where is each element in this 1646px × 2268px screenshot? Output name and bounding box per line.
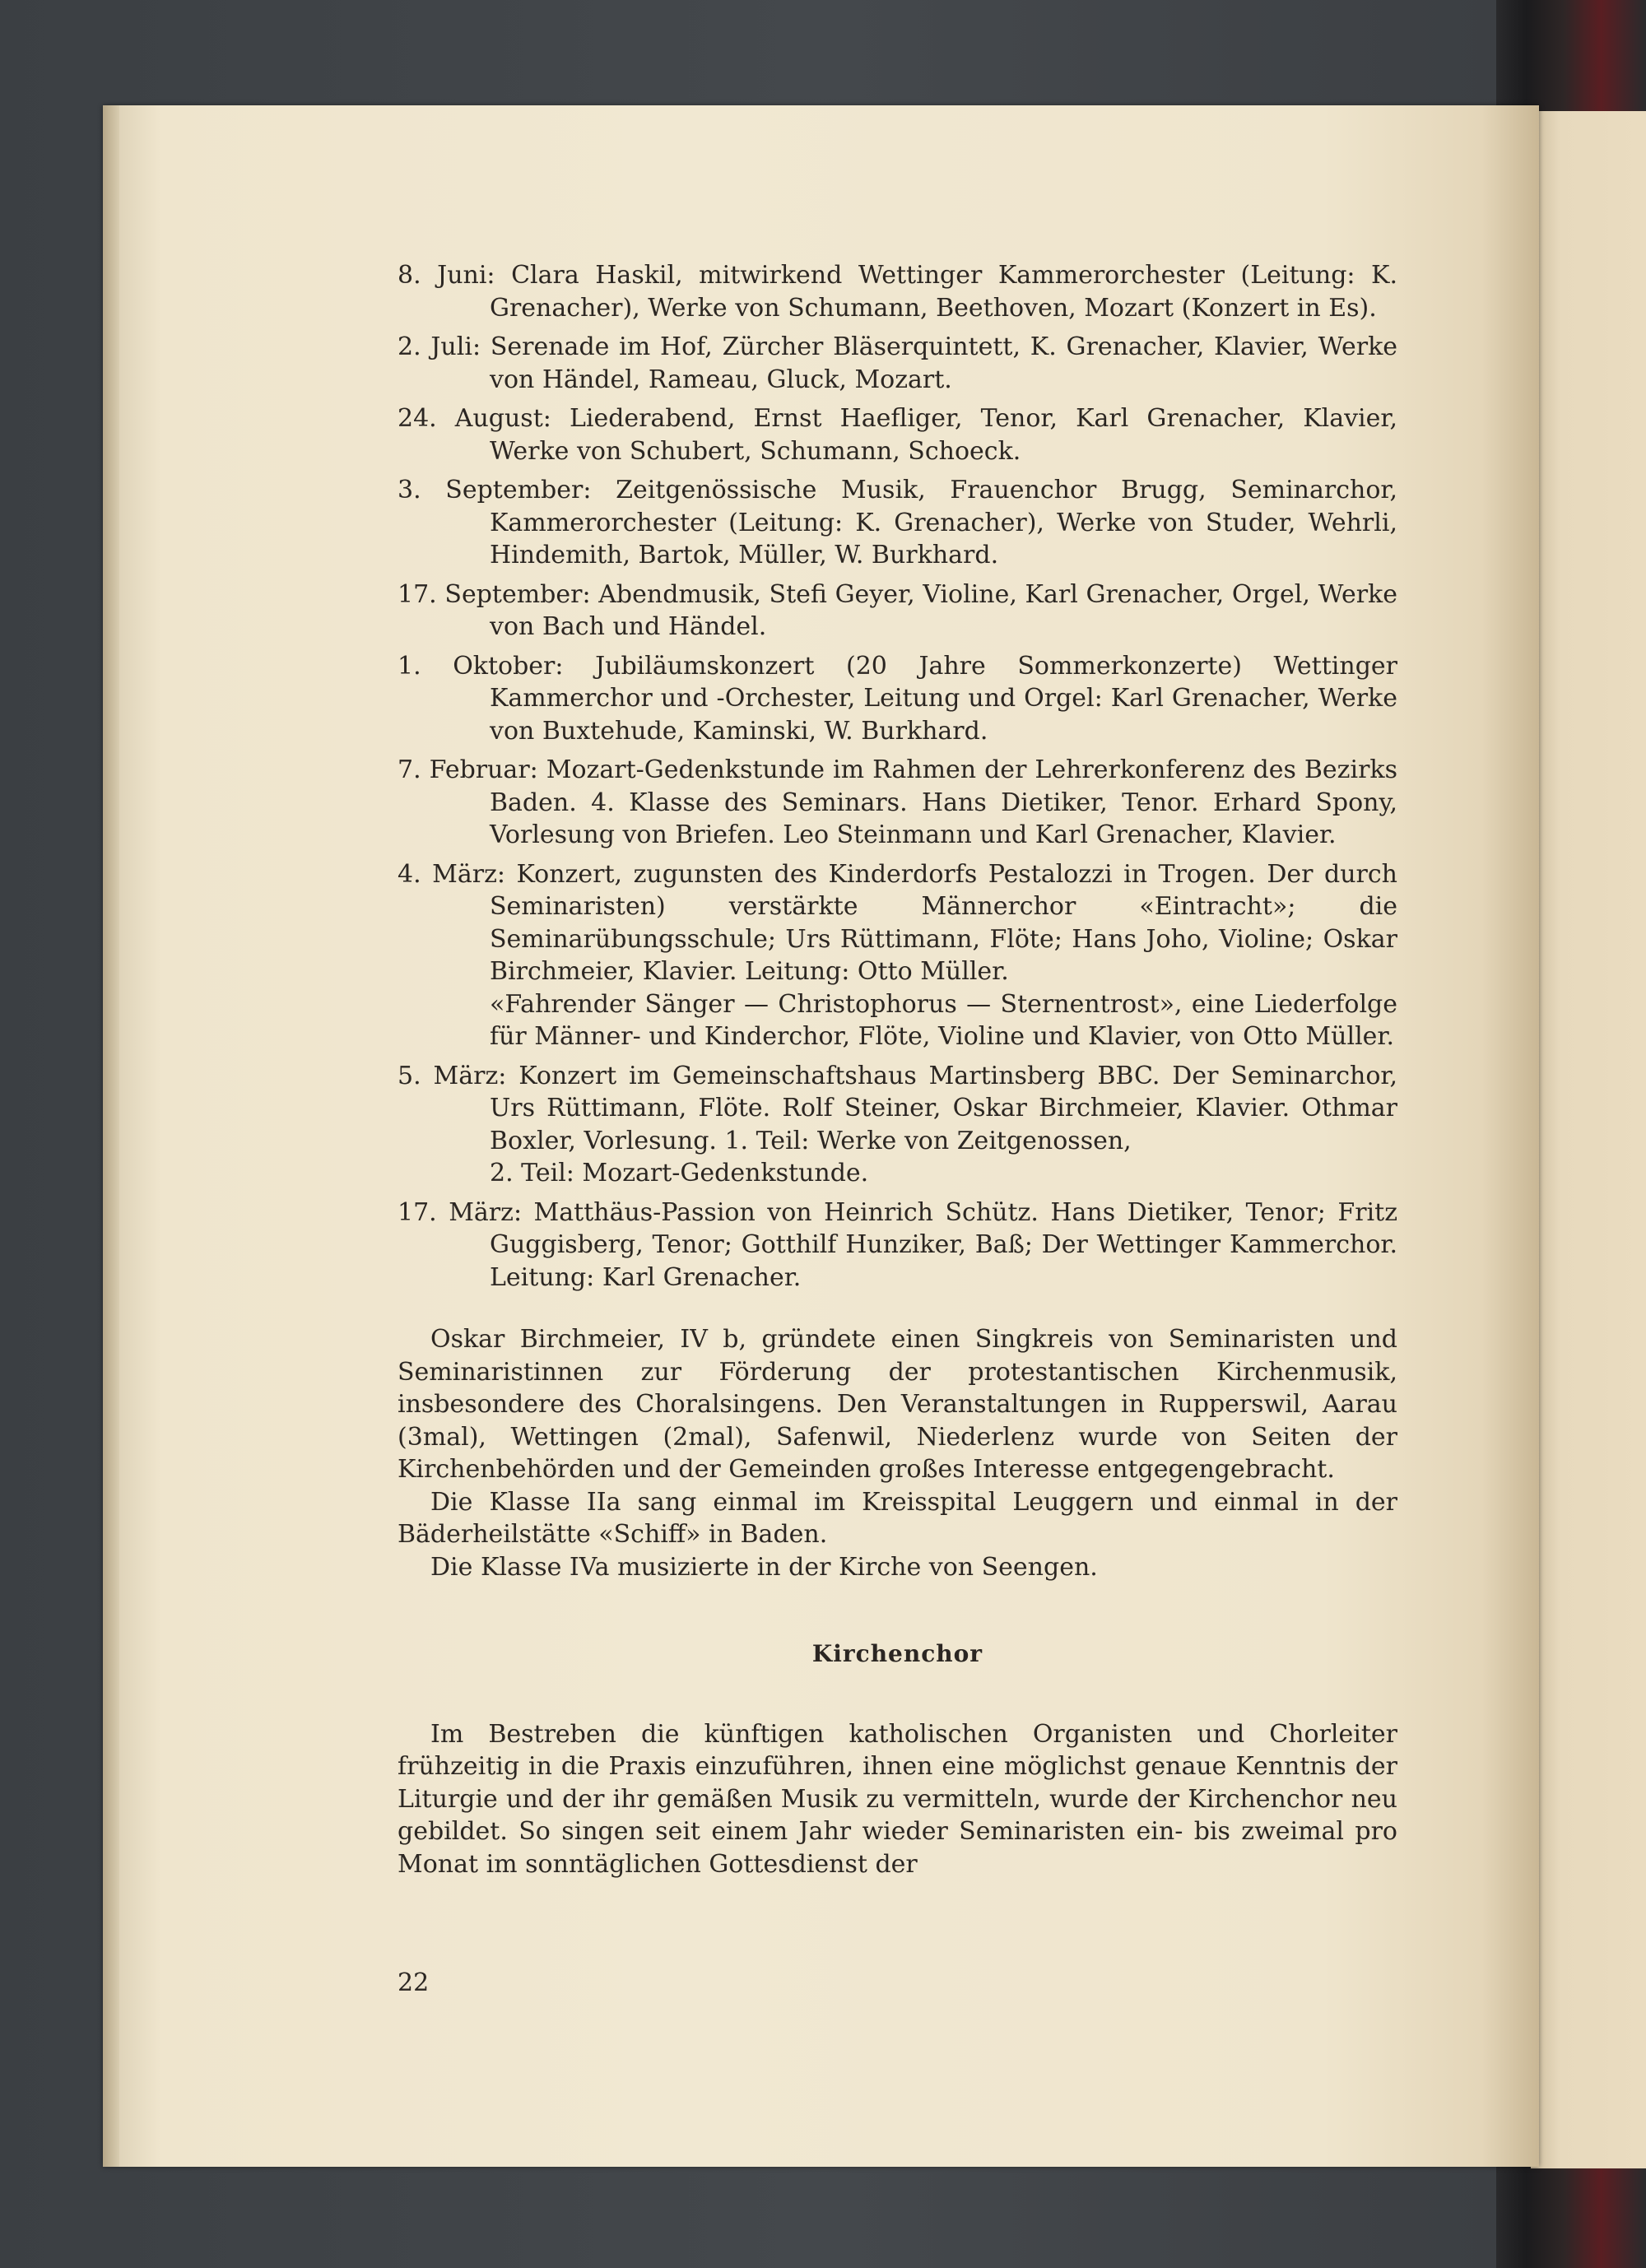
- concert-entry: 4. März: Konzert, zugunsten des Kinderdorfs Pestalozzi in Trogen. Der durch Seminaristen) verstärkte Männerchor «Eintracht»; die Seminarübungsschule; Urs Rüttimann, Flöte; Hans Joho, Violine; Oskar Birchmeier, Klavier. Leitung: Otto Müller. «Fahrender Sänger — Christophorus — Sternentrost», eine Liederfolge für Männer- und Kinderchor, Flöte, Violine und Klavier, von Otto Müller.: [398, 859, 1397, 1051]
- page-gutter-shadow: [103, 105, 119, 2167]
- body-paragraph: Die Klasse IVa musizierte in der Kirche von Seengen.: [430, 1552, 1098, 1582]
- concert-entry: 2. Juli: Serenade im Hof, Zürcher Bläserquintett, K. Grenacher, Klavier, Werke von Händel, Rameau, Gluck, Mozart.: [398, 332, 1397, 394]
- body-paragraph: Im Bestreben die künftigen katholischen Organisten und Chorleiter frühzeitig in die Praxis einzuführen, ihnen eine möglichst genaue Kenntnis der Liturgie und der ihr gemäßen Musik zu vermitteln, wurde der Kirchenchor neu gebildet. So singen seit einem Jahr wieder Seminaristen ein- bis zweimal pro Monat im sonntäglichen Gottesdienst der: [398, 1719, 1397, 1879]
- concert-entry: 17. März: Matthäus-Passion von Heinrich Schütz. Hans Dietiker, Tenor; Fritz Guggisberg, Tenor; Gotthilf Hunziker, Baß; Der Wettinger Kammerchor. Leitung: Karl Grenacher.: [398, 1197, 1397, 1292]
- section-spacer: [398, 1300, 1397, 1323]
- concert-entry: 24. August: Liederabend, Ernst Haefliger, Tenor, Karl Grenacher, Klavier, Werke von Schubert, Schumann, Schoeck.: [398, 404, 1397, 466]
- concert-entry: 7. Februar: Mozart-Gedenkstunde im Rahmen der Lehrerkonferenz des Bezirks Baden. 4. Klasse des Seminars. Hans Dietiker, Tenor. Erhard Spony, Vorlesung von Briefen. Leo Steinmann und Karl Grenacher, Klavier.: [398, 755, 1397, 849]
- body-paragraph: Oskar Birchmeier, IV b, gründete einen Singkreis von Seminaristen und Seminaristinnen zur Förderung der protestantischen Kirchenmusik, insbesondere des Choralsingens. Den Veranstaltungen in Rupperswil, Aarau (3mal), Wettingen (2mal), Safenwil, Niederlenz wurde von Seiten der Kirchenbehörden und der Gemeinden großes Interesse entgegengebracht.: [398, 1325, 1397, 1484]
- concert-entry: 5. März: Konzert im Gemeinschaftshaus Martinsberg BBC. Der Seminarchor, Urs Rüttimann, Flöte. Rolf Steiner, Oskar Birchmeier, Klavier. Othmar Boxler, Vorlesung. 1. Teil: Werke von Zeitgenossen, 2. Teil: Mozart-Gedenkstunde.: [398, 1061, 1397, 1187]
- concert-entry: 8. Juni: Clara Haskil, mitwirkend Wettinger Kammerorchester (Leitung: K. Grenacher), Werke von Schumann, Beethoven, Mozart (Konzert in Es).: [398, 261, 1397, 323]
- page-text: [398, 259, 1397, 1880]
- page-number: 22: [398, 1968, 430, 1997]
- facing-page-edge: [1531, 111, 1646, 2168]
- concert-entry: 17. September: Abendmusik, Stefi Geyer, Violine, Karl Grenacher, Orgel, Werke von Bach und Händel.: [398, 579, 1397, 641]
- concert-entry: 3. September: Zeitgenössische Musik, Frauenchor Brugg, Seminarchor, Kammerorchester (Leitung: K. Grenacher), Werke von Studer, Wehrli, Hindemith, Bartok, Müller, W. Burkhard.: [398, 476, 1397, 569]
- body-paragraph: Die Klasse IIa sang einmal im Kreisspital Leuggern und einmal in der Bäderheilstätte «Schiff» in Baden.: [398, 1487, 1397, 1549]
- concert-entry: 1. Oktober: Jubiläumskonzert (20 Jahre Sommerkonzerte) Wettinger Kammerchor und -Orchester, Leitung und Orgel: Karl Grenacher, Werke von Buxtehude, Kaminski, W. Burkhard.: [398, 651, 1397, 746]
- section-heading: Kirchenchor: [811, 1640, 983, 1667]
